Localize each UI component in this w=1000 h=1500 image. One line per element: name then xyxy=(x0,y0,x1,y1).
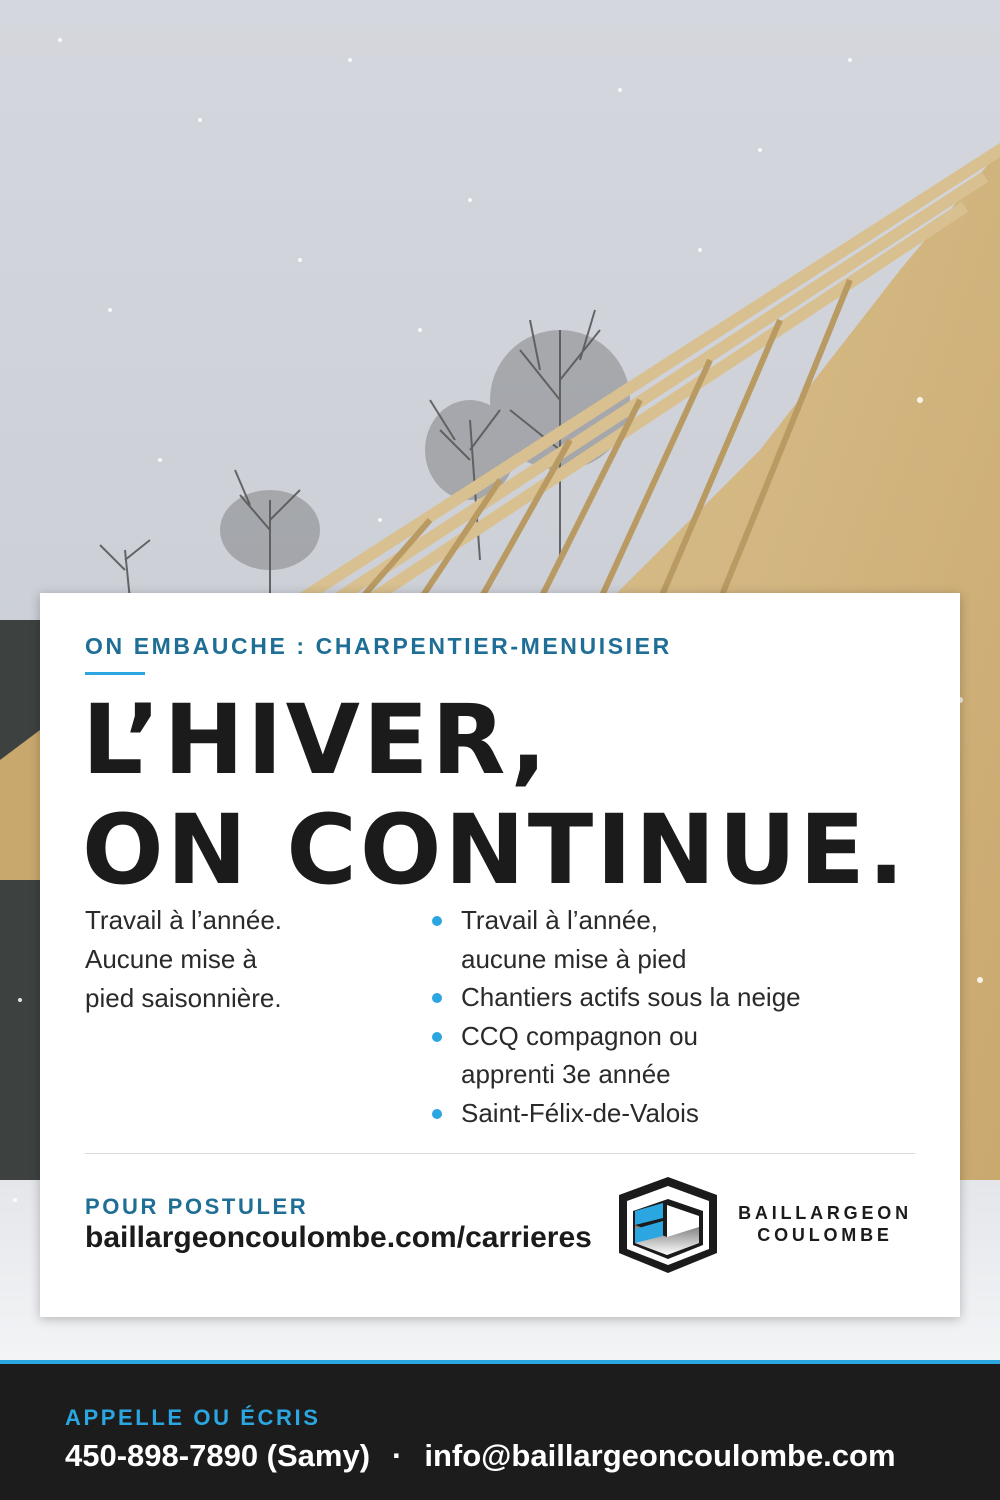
list-item xyxy=(432,1094,801,1133)
email-link[interactable]: info@baillargeoncoulombe.com xyxy=(424,1438,896,1473)
brand-line-2: COULOMBE xyxy=(757,1225,893,1245)
phone-link[interactable]: 450-898-7890 (Samy) xyxy=(65,1438,371,1473)
apply-label: POUR POSTULER xyxy=(85,1194,309,1219)
list-item-line: CCQ compagnon ou xyxy=(461,1020,699,1051)
headline-line-2: ON CONTINUE. xyxy=(82,794,908,906)
list-item xyxy=(432,978,801,1017)
lead-line: pied saisonnière. xyxy=(85,983,282,1013)
headline-line-1: L’HIVER, xyxy=(82,684,550,796)
list-item-line: Chantiers actifs sous la neige xyxy=(461,982,801,1012)
brand-line-1: BAILLARGEON xyxy=(738,1203,912,1223)
list-item xyxy=(432,1017,801,1094)
bullet-dot-icon xyxy=(432,916,442,926)
contact-details xyxy=(65,1438,896,1474)
hiring-eyebrow: ON EMBAUCHE : CHARPENTIER-MENUISIER xyxy=(85,633,672,659)
bullet-dot-icon xyxy=(432,1109,442,1119)
lead-text xyxy=(85,901,345,1018)
contact-separator: · xyxy=(392,1438,403,1473)
bullet-dot-icon xyxy=(432,993,442,1003)
benefits-list xyxy=(432,901,801,1132)
brand-wordmark xyxy=(730,1202,920,1246)
contact-footer xyxy=(0,1360,1000,1500)
list-item-line: apprenti 3e année xyxy=(461,1059,671,1089)
list-item-line: Saint-Félix-de-Valois xyxy=(461,1097,699,1128)
careers-link[interactable]: baillargeoncoulombe.com/carrieres xyxy=(85,1221,592,1254)
list-item xyxy=(432,901,801,978)
section-divider xyxy=(85,1153,915,1154)
headline xyxy=(82,685,907,905)
bullet-dot-icon xyxy=(432,1032,442,1042)
eyebrow-accent-rule xyxy=(85,672,145,675)
list-item-line: aucune mise à pied xyxy=(461,943,687,974)
contact-label: APPELLE OU ÉCRIS xyxy=(65,1405,321,1430)
company-logo-icon xyxy=(613,1173,723,1278)
lead-line: Travail à l’année. xyxy=(85,905,283,935)
lead-line: Aucune mise à xyxy=(85,944,257,974)
job-ad-card xyxy=(40,593,960,1317)
list-item-line: Travail à l’année, xyxy=(461,905,659,935)
